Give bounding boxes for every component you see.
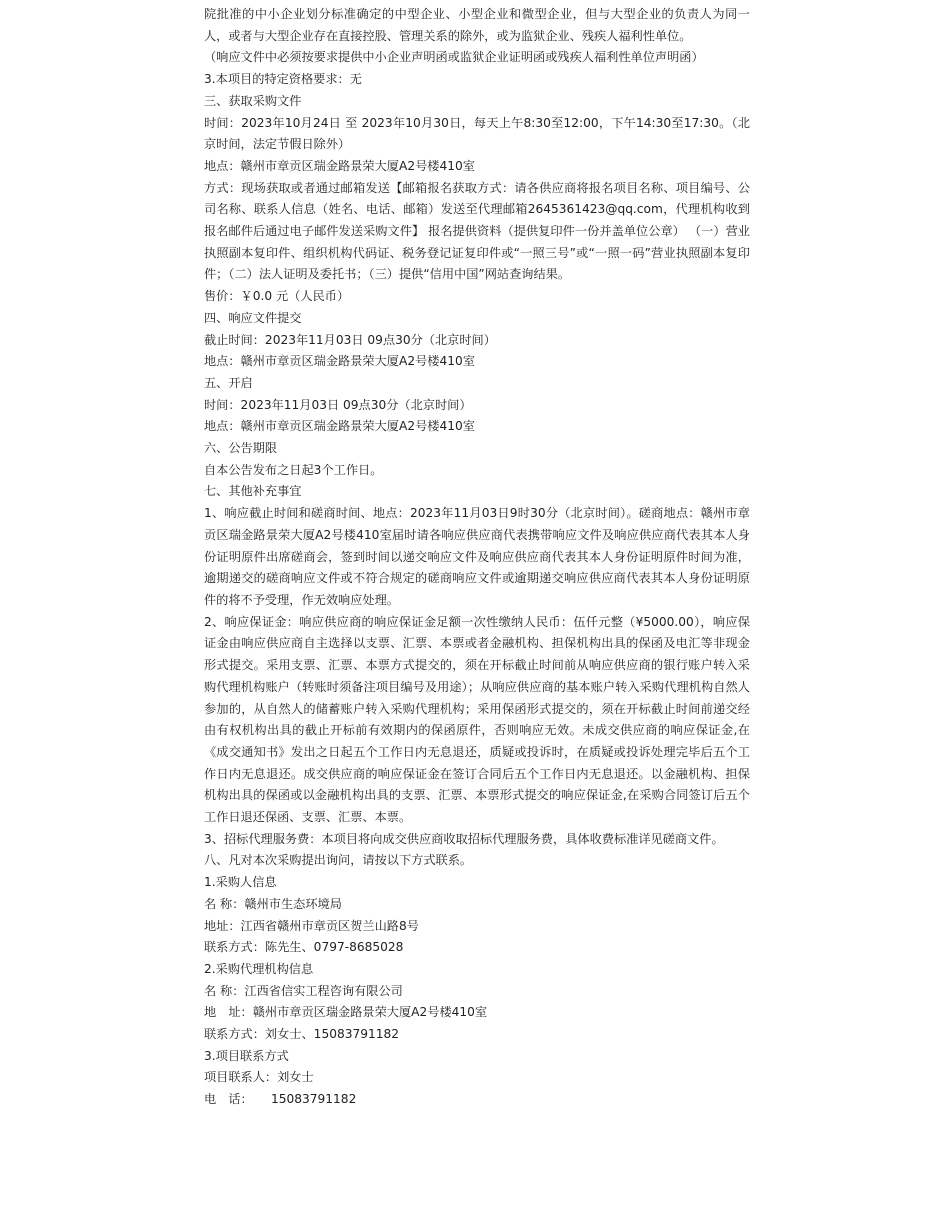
announcement-body — [204, 4, 750, 1111]
opening-location-text: 地点：赣州市章贡区瑞金路景荣大厦A2号楼410室 — [204, 419, 475, 434]
purchaser-info-heading: 1.采购人信息 — [204, 875, 277, 890]
agency-address: 地 址：赣州市章贡区瑞金路景荣大厦A2号楼410室 — [204, 1005, 488, 1020]
response-deadline-paragraph: 1、响应截止时间和磋商时间、地点：2023年11月03日9时30分（北京时间）。磋商地点：赣州市章贡区瑞金路景荣大厦A2号楼410室届时请各响应供应商代表携带响应文件及响应供应商代表其本人身份证明原件出席磋商会，签到时间以递交响应文件及响应供应商代表其本人身份证明原件时间为准，逾期递交的磋商响应文件或不符合规定的磋商响应文件或逾期递交响应供应商代表其本人身份证明原件的将不予受理，作无效响应处理。 — [204, 506, 750, 607]
obtain-location-text: 地点：赣州市章贡区瑞金路景荣大厦A2号楼410室 — [204, 158, 475, 173]
project-contact-heading: 3.项目联系方式 — [204, 1048, 289, 1063]
special-qualification-text: 3.本项目的特定资格要求：无 — [204, 72, 362, 87]
obtain-time-text: 时间：2023年10月24日 至 2023年10月30日，每天上午8:30至12:00，下午14:30至17:30。（北京时间，法定节假日除外） — [204, 115, 750, 152]
submission-location-text: 地点：赣州市章贡区瑞金路景荣大厦A2号楼410室 — [204, 354, 475, 369]
agency-info-heading: 2.采购代理机构信息 — [204, 961, 314, 976]
section-heading-opening: 五、开启 — [204, 375, 253, 390]
section-heading-other-matters: 七、其他补充事宜 — [204, 484, 302, 499]
agency-fee-paragraph: 3、招标代理服务费：本项目将向成交供应商收取招标代理服务费，具体收费标准详见磋商文件。 — [204, 831, 724, 846]
agency-contact: 联系方式：刘女士、15083791182 — [204, 1027, 399, 1042]
opening-time-text: 时间：2023年11月03日 09点30分（北京时间） — [204, 397, 472, 412]
notice-period-text: 自本公告发布之日起3个工作日。 — [204, 462, 383, 477]
purchaser-contact: 联系方式：陈先生、0797-8685028 — [204, 940, 404, 955]
project-contact-person: 项目联系人：刘女士 — [204, 1070, 314, 1085]
small-enterprise-definition-text: 院批准的中小企业划分标准确定的中型企业、小型企业和微型企业，但与大型企业的负责人为同一人，或者与大型企业存在直接控股、管理关系的除外，或为监狱企业、残疾人福利性单位。 — [204, 7, 750, 43]
purchaser-name: 名 称：赣州市生态环境局 — [204, 896, 342, 911]
purchaser-address: 地址：江西省赣州市章贡区贺兰山路8号 — [204, 918, 419, 933]
section-heading-submission: 四、响应文件提交 — [204, 310, 302, 325]
submission-deadline-text: 截止时间：2023年11月03日 09点30分（北京时间） — [204, 332, 496, 347]
price-text: 售价：￥0.0 元（人民币） — [204, 289, 350, 304]
declaration-requirement-text: （响应文件中必须按要求提供中小企业声明函或监狱企业证明函或残疾人福利性单位声明函） — [204, 50, 704, 65]
project-contact-phone: 电 话： 15083791182 — [204, 1092, 357, 1107]
section-heading-obtain-documents: 三、获取采购文件 — [204, 93, 302, 108]
agency-name: 名 称：江西省信实工程咨询有限公司 — [204, 983, 403, 998]
section-heading-contact: 八、凡对本次采购提出询问，请按以下方式联系。 — [204, 853, 473, 868]
obtain-method-text: 方式：现场获取或者通过邮箱发送【邮箱报名获取方式：请各供应商将报名项目名称、项目编号、公司名称、联系人信息（姓名、电话、邮箱）发送至代理邮箱2645361423@qq.com，代理机构收到报名邮件后通过电子邮件发送采购文件】 报名提供资料（提供复印件一份并盖单位公章） （一）营业执照副本复印件、组织机构代码证、税务登记证复印件或“一照三号”或“一照一码”营业执照副本复印件；（二）法人证明及委托书；（三）提供“信用中国”网站查询结果。 — [204, 180, 750, 282]
section-heading-notice-period: 六、公告期限 — [204, 441, 278, 456]
deposit-paragraph: 2、响应保证金：响应供应商的响应保证金足额一次性缴纳人民币：伍仟元整（¥5000.00），响应保证金由响应供应商自主选择以支票、汇票、本票或者金融机构、担保机构出具的保函及电汇等非现金形式提交。采用支票、汇票、本票方式提交的，须在开标截止时间前从响应供应商的银行账户转入采购代理机构账户（转账时须备注项目编号及用途）；从响应供应商的基本账户转入采购代理机构自然人参加的，从自然人的储蓄账户转入采购代理机构；采用保函形式提交的，须在开标截止时间前递交经由有权机构出具的截止开标前有效期内的保函原件，否则响应无效。未成交供应商的响应保证金,在《成交通知书》发出之日起五个工作日内无息退还，质疑或投诉时，在质疑或投诉处理完毕后五个工作日内无息退还。成交供应商的响应保证金在签订合同后五个工作日内无息退还。以金融机构、担保机构出具的保函或以金融机构出具的支票、汇票、本票形式提交的响应保证金,在采购合同签订后五个工作日退还保函、支票、汇票、本票。 — [204, 614, 750, 825]
